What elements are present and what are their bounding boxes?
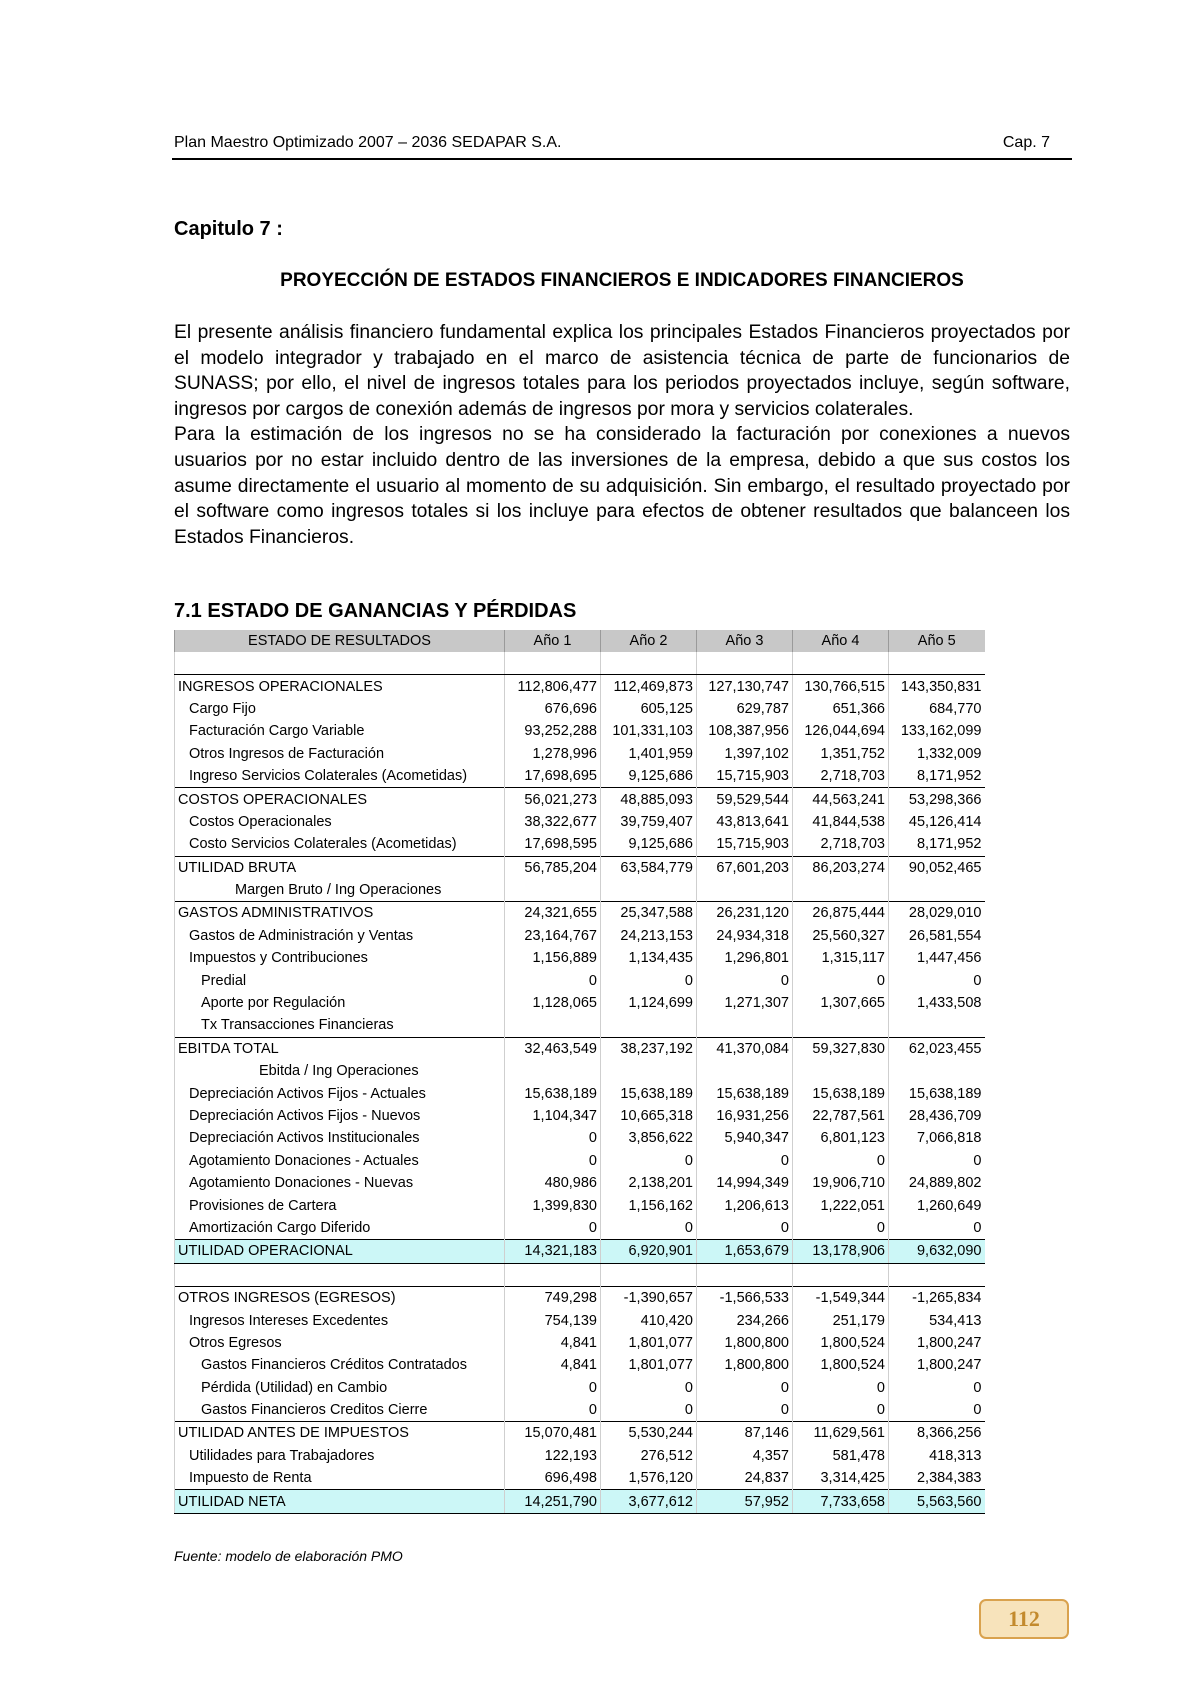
table-row	[175, 811, 985, 833]
cell-value	[889, 652, 985, 675]
cell-value: 1,653,679	[697, 1240, 793, 1263]
row-label: EBITDA TOTAL	[175, 1037, 505, 1060]
cell-value: 0	[601, 1377, 697, 1399]
row-label: UTILIDAD OPERACIONAL	[175, 1240, 505, 1263]
cell-value: 2,718,703	[793, 765, 889, 788]
cell-value: 59,327,830	[793, 1037, 889, 1060]
row-label: Agotamiento Donaciones - Nuevas	[175, 1172, 505, 1194]
cell-value	[505, 1014, 601, 1037]
income-statement-table	[174, 630, 985, 1514]
cell-value: 0	[505, 1217, 601, 1240]
cell-value: 1,351,752	[793, 743, 889, 765]
cell-value: 3,856,622	[601, 1127, 697, 1149]
cell-value: 67,601,203	[697, 856, 793, 879]
cell-value: 1,800,524	[793, 1332, 889, 1354]
column-header: ESTADO DE RESULTADOS	[175, 630, 505, 652]
cell-value: 13,178,906	[793, 1240, 889, 1263]
cell-value: 8,171,952	[889, 765, 985, 788]
cell-value: 24,889,802	[889, 1172, 985, 1194]
cell-value: 38,237,192	[601, 1037, 697, 1060]
cell-value: 0	[697, 1377, 793, 1399]
cell-value: 651,366	[793, 698, 889, 720]
cell-value: 26,231,120	[697, 902, 793, 925]
intro-text	[174, 320, 1070, 550]
cell-value: 2,384,383	[889, 1467, 985, 1490]
cell-value	[601, 1263, 697, 1286]
header-chapter: Cap. 7	[1002, 134, 1050, 151]
cell-value: 4,841	[505, 1332, 601, 1354]
cell-value: 0	[889, 1150, 985, 1172]
cell-value: 5,530,244	[601, 1422, 697, 1445]
cell-value: 1,801,077	[601, 1354, 697, 1376]
cell-value: 43,813,641	[697, 811, 793, 833]
cell-value: 126,044,694	[793, 720, 889, 742]
cell-value: 0	[505, 1377, 601, 1399]
table-row	[175, 1014, 985, 1037]
cell-value: 15,638,189	[889, 1082, 985, 1104]
cell-value: 39,759,407	[601, 811, 697, 833]
row-label: Depreciación Activos Institucionales	[175, 1127, 505, 1149]
cell-value: 7,066,818	[889, 1127, 985, 1149]
cell-value: 7,733,658	[793, 1490, 889, 1513]
table-header-row	[175, 630, 985, 652]
source-note: Fuente: modelo de elaboración PMO	[174, 1548, 403, 1564]
table-row	[175, 925, 985, 947]
row-label: Utilidades para Trabajadores	[175, 1445, 505, 1467]
cell-value: 63,584,779	[601, 856, 697, 879]
cell-value: 0	[601, 1399, 697, 1422]
cell-value: 1,156,889	[505, 947, 601, 969]
table-row	[175, 1150, 985, 1172]
table-row	[175, 652, 985, 675]
cell-value: 276,512	[601, 1445, 697, 1467]
cell-value: 1,399,830	[505, 1194, 601, 1216]
table-row	[175, 1332, 985, 1354]
cell-value	[601, 1060, 697, 1082]
cell-value: 1,800,524	[793, 1354, 889, 1376]
row-label: Impuesto de Renta	[175, 1467, 505, 1490]
table-row	[175, 1263, 985, 1286]
table-row	[175, 1467, 985, 1490]
cell-value: 93,252,288	[505, 720, 601, 742]
cell-value	[793, 879, 889, 902]
row-label: Tx Transacciones Financieras	[175, 1014, 505, 1037]
cell-value: 45,126,414	[889, 811, 985, 833]
table-row	[175, 1194, 985, 1216]
page-number-badge: 112	[979, 1599, 1069, 1639]
cell-value: 24,837	[697, 1467, 793, 1490]
cell-value: 410,420	[601, 1309, 697, 1331]
cell-value: 9,125,686	[601, 833, 697, 856]
cell-value: 15,715,903	[697, 765, 793, 788]
cell-value: 112,469,873	[601, 675, 697, 698]
cell-value: 53,298,366	[889, 788, 985, 811]
row-label: UTILIDAD BRUTA	[175, 856, 505, 879]
cell-value: 15,715,903	[697, 833, 793, 856]
row-label: INGRESOS OPERACIONALES	[175, 675, 505, 698]
row-label: GASTOS ADMINISTRATIVOS	[175, 902, 505, 925]
cell-value	[793, 1060, 889, 1082]
cell-value	[697, 652, 793, 675]
cell-value: 8,171,952	[889, 833, 985, 856]
cell-value: 19,906,710	[793, 1172, 889, 1194]
row-label: Provisiones de Cartera	[175, 1194, 505, 1216]
cell-value: 480,986	[505, 1172, 601, 1194]
cell-value: 0	[889, 969, 985, 991]
cell-value: 56,785,204	[505, 856, 601, 879]
row-label: Depreciación Activos Fijos - Actuales	[175, 1082, 505, 1104]
cell-value	[697, 879, 793, 902]
cell-value: 87,146	[697, 1422, 793, 1445]
cell-value: 6,801,123	[793, 1127, 889, 1149]
cell-value: 28,029,010	[889, 902, 985, 925]
table-row	[175, 1217, 985, 1240]
cell-value: 1,124,699	[601, 992, 697, 1014]
cell-value: 0	[793, 1399, 889, 1422]
cell-value: -1,390,657	[601, 1286, 697, 1309]
cell-value: -1,566,533	[697, 1286, 793, 1309]
cell-value: 1,397,102	[697, 743, 793, 765]
cell-value: 0	[793, 1377, 889, 1399]
cell-value: 1,271,307	[697, 992, 793, 1014]
table-row	[175, 698, 985, 720]
cell-value: 0	[601, 1150, 697, 1172]
cell-value: 1,433,508	[889, 992, 985, 1014]
cell-value	[601, 652, 697, 675]
table-row	[175, 1105, 985, 1127]
cell-value	[505, 1263, 601, 1286]
cell-value: 41,844,538	[793, 811, 889, 833]
row-label: OTROS INGRESOS (EGRESOS)	[175, 1286, 505, 1309]
cell-value: 17,698,595	[505, 833, 601, 856]
cell-value: 4,841	[505, 1354, 601, 1376]
cell-value: 127,130,747	[697, 675, 793, 698]
cell-value: 14,251,790	[505, 1490, 601, 1513]
row-label: Costo Servicios Colaterales (Acometidas)	[175, 833, 505, 856]
table-row	[175, 743, 985, 765]
cell-value: 23,164,767	[505, 925, 601, 947]
column-header: Año 3	[697, 630, 793, 652]
cell-value: 0	[697, 1399, 793, 1422]
cell-value: 1,801,077	[601, 1332, 697, 1354]
cell-value: 1,222,051	[793, 1194, 889, 1216]
cell-value: 0	[697, 1217, 793, 1240]
table-row	[175, 1240, 985, 1263]
cell-value: 14,994,349	[697, 1172, 793, 1194]
table-row	[175, 879, 985, 902]
cell-value: 1,206,613	[697, 1194, 793, 1216]
cell-value: 676,696	[505, 698, 601, 720]
cell-value: 754,139	[505, 1309, 601, 1331]
cell-value	[697, 1263, 793, 1286]
cell-value: 1,332,009	[889, 743, 985, 765]
cell-value: 56,021,273	[505, 788, 601, 811]
row-label: Depreciación Activos Fijos - Nuevos	[175, 1105, 505, 1127]
cell-value: 749,298	[505, 1286, 601, 1309]
cell-value: 15,638,189	[793, 1082, 889, 1104]
cell-value: 32,463,549	[505, 1037, 601, 1060]
cell-value: 0	[793, 1217, 889, 1240]
cell-value: 5,563,560	[889, 1490, 985, 1513]
cell-value: 1,800,247	[889, 1354, 985, 1376]
paragraph: El presente análisis financiero fundamental explica los principales Estados Financieros proyectados por el modelo integrador y trabajado en el marco de asistencia técnica de parte de funcionarios de SUNASS; por ello, el nivel de ingresos totales para los periodos proyectados incluye, según software, ingresos por cargos de conexión además de ingresos por mora y servicios colaterales.	[174, 322, 1070, 420]
cell-value: 1,800,800	[697, 1354, 793, 1376]
row-label: Cargo Fijo	[175, 698, 505, 720]
cell-value	[601, 1014, 697, 1037]
cell-value: 581,478	[793, 1445, 889, 1467]
cell-value: 5,940,347	[697, 1127, 793, 1149]
table-row	[175, 1309, 985, 1331]
cell-value: 1,156,162	[601, 1194, 697, 1216]
table-row	[175, 1037, 985, 1060]
table-row	[175, 1422, 985, 1445]
row-label: Predial	[175, 969, 505, 991]
cell-value: 11,629,561	[793, 1422, 889, 1445]
row-label: Otros Ingresos de Facturación	[175, 743, 505, 765]
table-row	[175, 675, 985, 698]
cell-value: 10,665,318	[601, 1105, 697, 1127]
page-title: PROYECCIÓN DE ESTADOS FINANCIEROS E INDICADORES FINANCIEROS	[280, 270, 964, 291]
row-label	[175, 652, 505, 675]
cell-value: 48,885,093	[601, 788, 697, 811]
cell-value: 418,313	[889, 1445, 985, 1467]
cell-value: 15,070,481	[505, 1422, 601, 1445]
cell-value: 9,632,090	[889, 1240, 985, 1263]
table-row	[175, 833, 985, 856]
cell-value: 534,413	[889, 1309, 985, 1331]
cell-value: 25,560,327	[793, 925, 889, 947]
cell-value: 15,638,189	[697, 1082, 793, 1104]
cell-value: 14,321,183	[505, 1240, 601, 1263]
cell-value: 9,125,686	[601, 765, 697, 788]
table-row	[175, 1399, 985, 1422]
row-label: Aporte por Regulación	[175, 992, 505, 1014]
cell-value: 0	[793, 969, 889, 991]
table-row	[175, 856, 985, 879]
cell-value: 1,128,065	[505, 992, 601, 1014]
table-row	[175, 1286, 985, 1309]
row-label: Costos Operacionales	[175, 811, 505, 833]
cell-value: 133,162,099	[889, 720, 985, 742]
cell-value: 24,934,318	[697, 925, 793, 947]
cell-value: 1,800,247	[889, 1332, 985, 1354]
cell-value: 8,366,256	[889, 1422, 985, 1445]
row-label: Margen Bruto / Ing Operaciones	[175, 879, 505, 902]
cell-value	[601, 879, 697, 902]
cell-value: 1,576,120	[601, 1467, 697, 1490]
row-label: UTILIDAD NETA	[175, 1490, 505, 1513]
cell-value: 0	[505, 1399, 601, 1422]
row-label: COSTOS OPERACIONALES	[175, 788, 505, 811]
cell-value: 0	[505, 969, 601, 991]
cell-value: 108,387,956	[697, 720, 793, 742]
cell-value	[793, 652, 889, 675]
row-label: Amortización Cargo Diferido	[175, 1217, 505, 1240]
cell-value: 86,203,274	[793, 856, 889, 879]
cell-value: 38,322,677	[505, 811, 601, 833]
cell-value: 143,350,831	[889, 675, 985, 698]
table-row	[175, 969, 985, 991]
cell-value	[505, 1060, 601, 1082]
row-label: Ingreso Servicios Colaterales (Acometidas)	[175, 765, 505, 788]
cell-value: 1,307,665	[793, 992, 889, 1014]
cell-value: 1,260,649	[889, 1194, 985, 1216]
cell-value	[889, 879, 985, 902]
header-document-title: Plan Maestro Optimizado 2007 – 2036 SEDAPAR S.A.	[174, 134, 562, 151]
cell-value: 629,787	[697, 698, 793, 720]
row-label: UTILIDAD ANTES DE IMPUESTOS	[175, 1422, 505, 1445]
cell-value: 1,401,959	[601, 743, 697, 765]
cell-value: 17,698,695	[505, 765, 601, 788]
cell-value: 1,134,435	[601, 947, 697, 969]
table-row	[175, 1172, 985, 1194]
row-label	[175, 1263, 505, 1286]
cell-value	[697, 1060, 793, 1082]
cell-value: 28,436,709	[889, 1105, 985, 1127]
row-label: Ingresos Intereses Excedentes	[175, 1309, 505, 1331]
table-row	[175, 765, 985, 788]
cell-value: 130,766,515	[793, 675, 889, 698]
column-header: Año 1	[505, 630, 601, 652]
cell-value: 3,314,425	[793, 1467, 889, 1490]
cell-value: 1,296,801	[697, 947, 793, 969]
cell-value: 251,179	[793, 1309, 889, 1331]
cell-value: 62,023,455	[889, 1037, 985, 1060]
cell-value: 605,125	[601, 698, 697, 720]
table-row	[175, 902, 985, 925]
cell-value: 24,321,655	[505, 902, 601, 925]
cell-value: 6,920,901	[601, 1240, 697, 1263]
cell-value: 696,498	[505, 1467, 601, 1490]
cell-value: 15,638,189	[601, 1082, 697, 1104]
cell-value	[793, 1263, 889, 1286]
row-label: Ebitda / Ing Operaciones	[175, 1060, 505, 1082]
cell-value: 101,331,103	[601, 720, 697, 742]
cell-value: 0	[793, 1150, 889, 1172]
row-label: Facturación Cargo Variable	[175, 720, 505, 742]
row-label: Pérdida (Utilidad) en Cambio	[175, 1377, 505, 1399]
cell-value: 1,278,996	[505, 743, 601, 765]
column-header: Año 4	[793, 630, 889, 652]
cell-value: 1,800,800	[697, 1332, 793, 1354]
cell-value	[889, 1060, 985, 1082]
table-row	[175, 1082, 985, 1104]
row-label: Gastos Financieros Créditos Contratados	[175, 1354, 505, 1376]
cell-value: 0	[601, 969, 697, 991]
cell-value	[889, 1263, 985, 1286]
cell-value	[697, 1014, 793, 1037]
column-header: Año 2	[601, 630, 697, 652]
cell-value: 25,347,588	[601, 902, 697, 925]
cell-value: 44,563,241	[793, 788, 889, 811]
table-row	[175, 1060, 985, 1082]
paragraph: Para la estimación de los ingresos no se ha considerado la facturación por conexiones a nuevos usuarios por no estar incluido dentro de las inversiones de la empresa, debido a que sus costos los asume directamente el usuario al momento de su adquisición. Sin embargo, el resultado proyectado por el software como ingresos totales si los incluye para efectos de obtener resultados que balanceen los Estados Financieros.	[174, 424, 1070, 548]
cell-value: 684,770	[889, 698, 985, 720]
cell-value: 57,952	[697, 1490, 793, 1513]
cell-value: 0	[889, 1217, 985, 1240]
page-header	[172, 130, 1072, 160]
cell-value: -1,265,834	[889, 1286, 985, 1309]
cell-value: 16,931,256	[697, 1105, 793, 1127]
table-row	[175, 1127, 985, 1149]
cell-value: 0	[889, 1377, 985, 1399]
cell-value: 0	[505, 1150, 601, 1172]
table-row	[175, 947, 985, 969]
cell-value: 0	[889, 1399, 985, 1422]
cell-value	[505, 652, 601, 675]
row-label: Impuestos y Contribuciones	[175, 947, 505, 969]
table-row	[175, 1377, 985, 1399]
cell-value: 0	[697, 969, 793, 991]
cell-value: 0	[697, 1150, 793, 1172]
section-title: 7.1 ESTADO DE GANANCIAS Y PÉRDIDAS	[174, 600, 577, 622]
table-row	[175, 1354, 985, 1376]
cell-value: -1,549,344	[793, 1286, 889, 1309]
cell-value: 1,104,347	[505, 1105, 601, 1127]
cell-value: 0	[601, 1217, 697, 1240]
cell-value: 1,315,117	[793, 947, 889, 969]
row-label: Agotamiento Donaciones - Actuales	[175, 1150, 505, 1172]
cell-value: 1,447,456	[889, 947, 985, 969]
cell-value: 15,638,189	[505, 1082, 601, 1104]
cell-value: 122,193	[505, 1445, 601, 1467]
cell-value: 4,357	[697, 1445, 793, 1467]
cell-value: 2,138,201	[601, 1172, 697, 1194]
cell-value: 22,787,561	[793, 1105, 889, 1127]
cell-value: 41,370,084	[697, 1037, 793, 1060]
cell-value: 90,052,465	[889, 856, 985, 879]
cell-value: 26,875,444	[793, 902, 889, 925]
table-row	[175, 788, 985, 811]
column-header: Año 5	[889, 630, 985, 652]
chapter-label: Capitulo 7 :	[174, 218, 283, 240]
cell-value: 2,718,703	[793, 833, 889, 856]
table-row	[175, 1490, 985, 1513]
table-row	[175, 1445, 985, 1467]
row-label: Otros Egresos	[175, 1332, 505, 1354]
cell-value	[889, 1014, 985, 1037]
table-row	[175, 992, 985, 1014]
cell-value: 26,581,554	[889, 925, 985, 947]
row-label: Gastos Financieros Creditos Cierre	[175, 1399, 505, 1422]
row-label: Gastos de Administración y Ventas	[175, 925, 505, 947]
cell-value: 112,806,477	[505, 675, 601, 698]
cell-value: 3,677,612	[601, 1490, 697, 1513]
cell-value: 59,529,544	[697, 788, 793, 811]
cell-value: 24,213,153	[601, 925, 697, 947]
table-row	[175, 720, 985, 742]
cell-value	[793, 1014, 889, 1037]
cell-value: 234,266	[697, 1309, 793, 1331]
cell-value: 0	[505, 1127, 601, 1149]
cell-value	[505, 879, 601, 902]
